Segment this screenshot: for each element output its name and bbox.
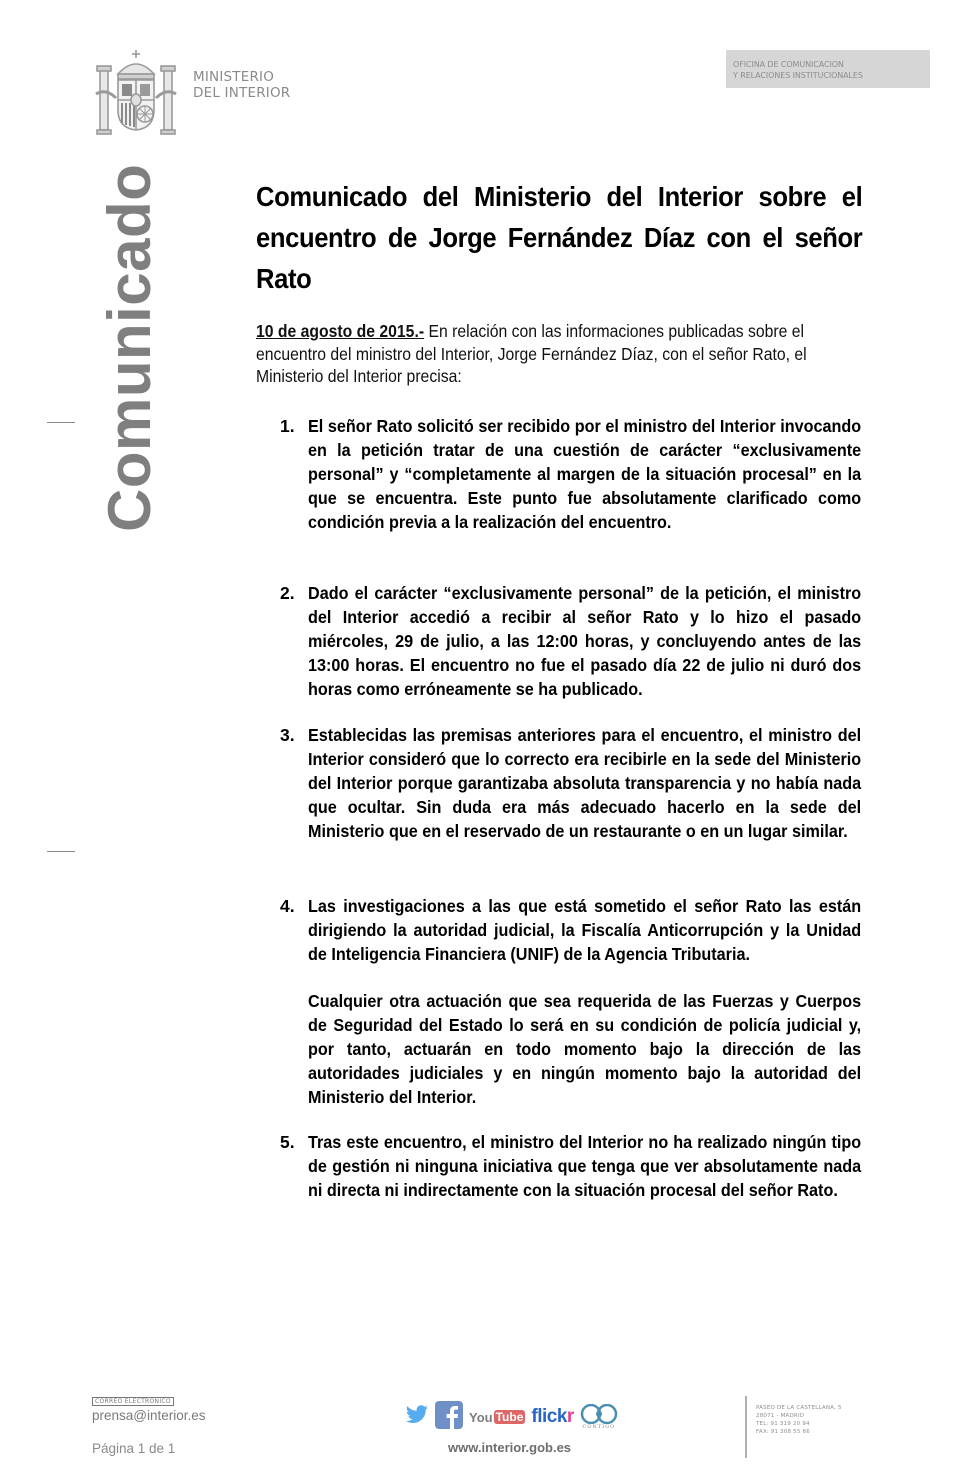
office-line1: OFICINA DE COMUNICACION xyxy=(733,60,844,69)
youtube-icon[interactable]: You Tube xyxy=(469,1409,524,1425)
address-line: PASEO DE LA CASTELLANA, 5 xyxy=(756,1405,842,1411)
intro-text: En relación con las informaciones publicadas sobre el encuentro del ministro del Interior, Jorge Fernández Díaz, con el señor Rato, el Ministerio del Interior precisa: xyxy=(256,321,807,386)
email-link[interactable]: prensa@interior.es xyxy=(92,1408,206,1423)
list-item-number: 3. xyxy=(280,725,295,745)
intro-date: 10 de agosto de 2015.- xyxy=(256,321,425,341)
social-links xyxy=(405,1402,618,1432)
list-item-text: El señor Rato solicitó ser recibido por el ministro del Interior invocando en la petición tratar de una cuestión de carácter “exclusivamente personal” y “completamente al margen de la situación procesal” en la que se encuentra. Este punto fue absolutamente clarificado como condición previa a la realización del encuentro. xyxy=(308,416,862,532)
twitter-bird-shape xyxy=(406,1405,428,1423)
side-label: Comunicado xyxy=(96,163,163,532)
list-item-text: Dado el carácter “exclusivamente personal” de la petición, el ministro del Interior accedió a recibir al señor Rato y lo hizo el pasado miércoles, 29 de julio, a las 12:00 horas, y concluyendo antes de las 13:00 horas. El encuentro no fue el pasado día 22 de julio ni duró dos horas como erróneamente se ha publicado. xyxy=(308,583,862,699)
twitter-icon[interactable] xyxy=(405,1405,429,1430)
footer-divider xyxy=(745,1396,747,1458)
intro-paragraph xyxy=(256,320,862,388)
contigo-logo-icon[interactable] xyxy=(580,1404,618,1430)
list-item-number: 2. xyxy=(280,583,295,603)
email-label: CORREO ELECTRÓNICO xyxy=(92,1397,174,1406)
list-item-text: Establecidas las premisas anteriores para el encuentro, el ministro del Interior consideró que lo correcto era recibirle en la sede del Ministerio del Interior porque garantizaba absoluta transparencia y no había nada que ocultar. Sin duda era más adecuado hacerlo en la sede del Ministerio que en el reservado de un restaurante o en un lugar similar. xyxy=(308,725,862,841)
list-item-text: Las investigaciones a las que está sometido el señor Rato las están dirigiendo la autoridad judicial, la Fiscalía Anticorrupción y la Unidad de Inteligencia Financiera (UNIF) de la Agencia Tributaria. xyxy=(308,896,862,964)
ministry-name xyxy=(193,69,290,101)
website-link[interactable]: www.interior.gob.es xyxy=(448,1440,572,1455)
address-phone: TEL: 91 319 20 94 xyxy=(756,1421,810,1427)
list-item-number: 4. xyxy=(280,896,295,916)
ministry-name-line1: MINISTERIO xyxy=(193,69,275,85)
page-number: Página 1 de 1 xyxy=(92,1441,176,1456)
list-item-extra-paragraph: Cualquier otra actuación que sea requerida de las Fuerzas y Cuerpos de Seguridad del Estado lo será en su condición de policía judicial y, por tanto, actuarán en todo momento bajo la dirección de las autoridades judiciales y en ningún momento bajo la autoridad del Ministerio del Interior. xyxy=(308,991,862,1107)
list-item-number: 1. xyxy=(280,416,295,436)
list-item-text: Tras este encuentro, el ministro del Interior no ha realizado ningún tipo de gestión ni ninguna iniciativa que tenga que ver absolutamente nada ni directa ni indirectamente con la situación procesal del señor Rato. xyxy=(308,1132,862,1200)
document-title: Comunicado del Ministerio del Interior sobre el encuentro de Jorge Fernández Díaz con el señor Rato xyxy=(256,181,863,294)
fold-mark-bottom xyxy=(47,851,75,852)
facebook-icon[interactable] xyxy=(435,1401,463,1434)
coat-of-arms-icon xyxy=(94,48,178,136)
office-box xyxy=(726,50,930,88)
address-block xyxy=(756,1404,842,1436)
coat-of-arms-logo xyxy=(94,48,178,136)
address-line: 28071 - MADRID xyxy=(756,1413,805,1419)
contigo-label: CONTIGO xyxy=(582,1424,616,1430)
fold-mark-top xyxy=(47,422,75,423)
flickr-icon[interactable]: flickr xyxy=(531,1406,574,1427)
list-item-number: 5. xyxy=(280,1132,295,1152)
office-line2: Y RELACIONES INSTITUCIONALES xyxy=(733,71,863,80)
ministry-name-line2: DEL INTERIOR xyxy=(193,85,291,101)
address-fax: FAX: 91 308 55 66 xyxy=(756,1429,810,1435)
